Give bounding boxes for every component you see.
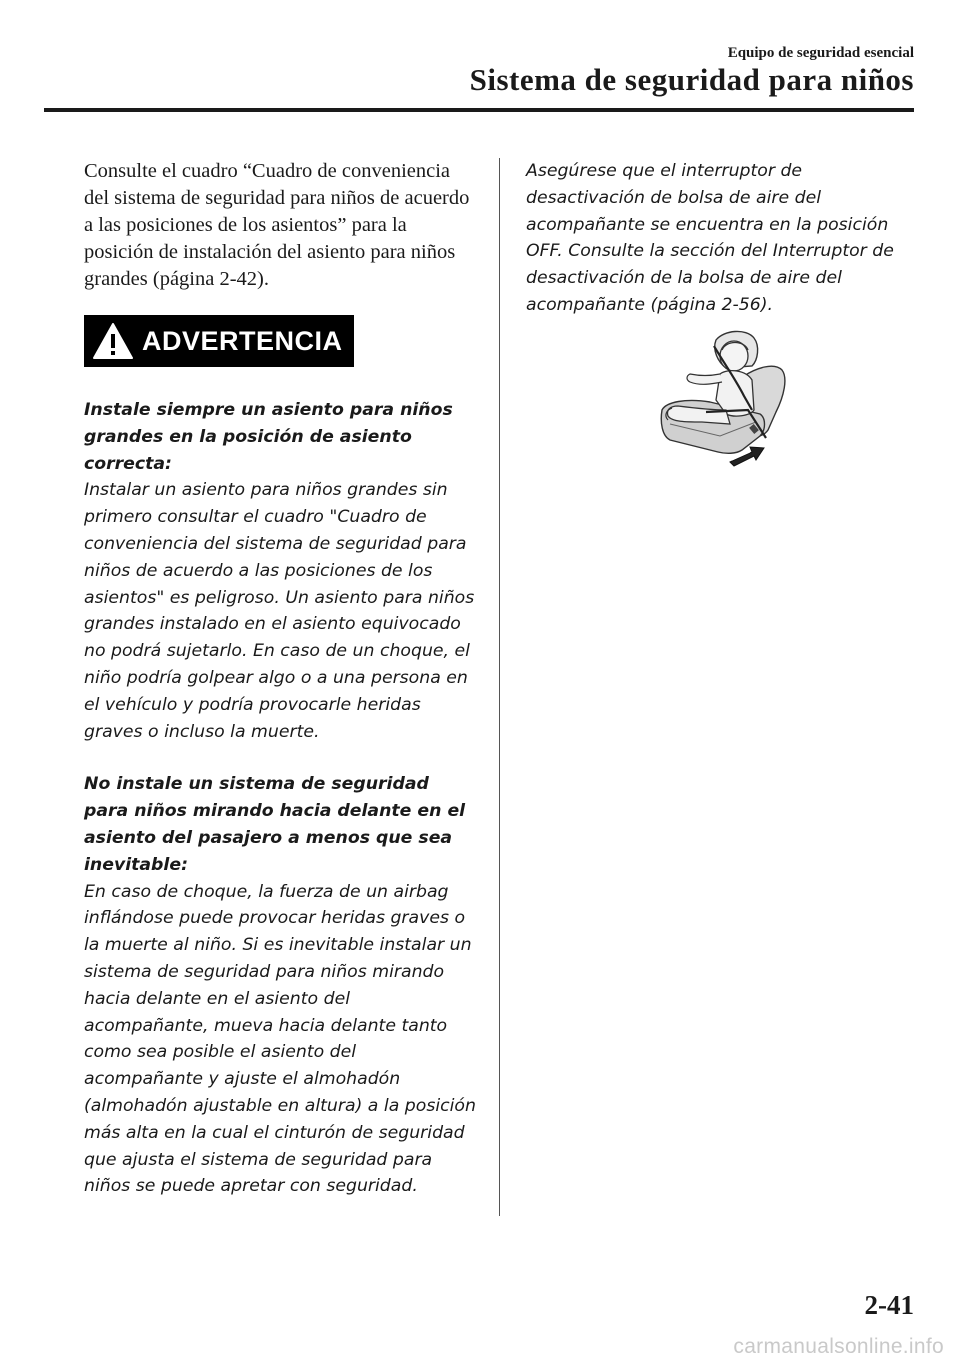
warning-heading: No instale un sistema de seguridad para niños mirando hacia delante en el asiento del pasajero a menos que sea inevitable: — [84, 774, 466, 875]
warning-heading: Instale siempre un asiento para niños grandes en la posición de asiento correcta: — [84, 400, 453, 474]
airbag-note: Asegúrese que el interruptor de desactivación de bolsa de aire del acompañante se encuentra en la posición OFF. Consulte la sección del Interruptor de desactivación de la bolsa de aire del acompañante (página 2-56). — [526, 161, 894, 315]
column-divider — [499, 158, 500, 1216]
left-column — [84, 158, 479, 1200]
warning-text: Instalar un asiento para niños grandes sin primero consultar el cuadro "Cuadro de conveniencia del sistema de seguridad para niños de acuerdo a las posiciones de los asientos" es peligroso. Un asiento para niños grandes instalado en el asiento equivocado no podrá sujetarlo. En caso de un choque, el niño podría golpear algo o a una persona en el vehículo y podría provocarle heridas graves o incluso la muerte. — [84, 480, 475, 742]
warning-block — [84, 771, 479, 1200]
watermark: carmanualsonline.info — [733, 1335, 944, 1358]
section-header: Equipo de seguridad esencial — [727, 45, 914, 61]
warning-text: En caso de choque, la fuerza de un airbag inflándose puede provocar heridas graves o la muerte al niño. Si es inevitable instalar un sistema de seguridad para niños mirando hacia delante en el asiento del acompañante, mueva hacia delante tanto como sea posible el asiento del acompañante y ajuste el almohadón (almohadón ajustable en altura) a la posición más alta en la cual el cinturón de seguridad que ajusta el sistema de seguridad para niños se puede apretar con seguridad. — [84, 881, 476, 1197]
warning-triangle-icon — [92, 322, 134, 360]
page-title: Sistema de seguridad para niños — [469, 62, 914, 97]
right-column — [526, 158, 926, 319]
intro-paragraph: Consulte el cuadro “Cuadro de conveniencia del sistema de seguridad para niños de acuerdo a las posiciones de los asientos” para la posición de instalación del asiento para niños grandes (página 2-42). — [84, 160, 470, 290]
header-rule — [44, 108, 914, 112]
warning-banner — [84, 315, 354, 367]
page-number: 2-41 — [864, 1290, 914, 1320]
child-booster-seat-illustration — [656, 326, 792, 468]
warning-block — [84, 397, 479, 745]
warning-label: ADVERTENCIA — [142, 325, 343, 356]
